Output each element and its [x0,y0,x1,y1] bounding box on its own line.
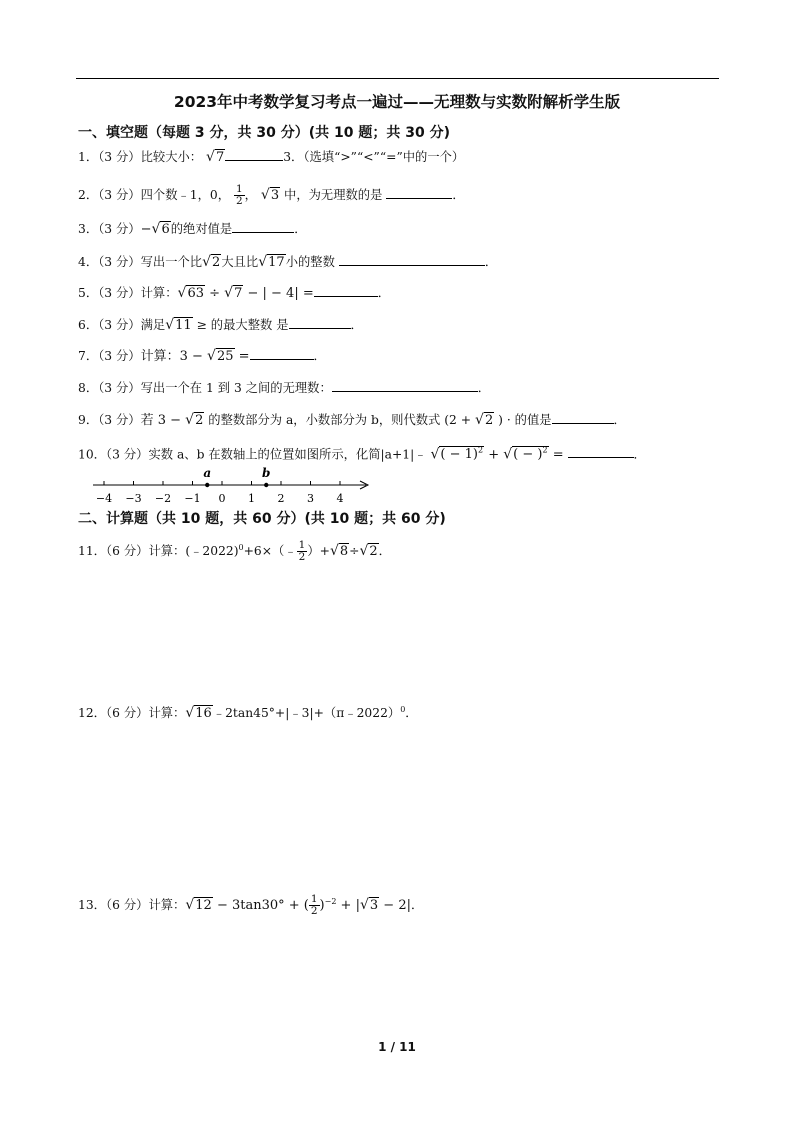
question-5: 5．（3 分）计算：√63 ÷ √7 − | − 4| = ． [78,283,390,304]
sqrt-25: √25 [207,348,234,364]
answer-blank[interactable] [386,185,452,199]
sqrt-63: √63 [177,285,204,301]
sqrt-12: √12 [185,897,212,914]
question-4: 4．（3 分）写出一个比√2大且比√17小的整数 ． [78,252,497,273]
section-fill-in: 一、填空题（每题 3 分，共 30 分）(共 10 题；共 30 分) [78,125,450,141]
answer-blank[interactable] [289,315,351,329]
question-6: 6．（3 分）满足√11 ≥ 的最大整数 是 ． [78,315,363,336]
answer-blank[interactable] [339,252,485,266]
sqrt-2: √2 [475,412,494,428]
sqrt-expression-2: √( − )$^2$ [503,446,548,463]
section-calculation: 二、计算题（共 10 题，共 60 分）(共 10 题；共 60 分) [78,511,446,527]
answer-blank[interactable] [232,219,294,233]
number-line-tick-label: −4 [95,492,113,505]
number-line-point-a [205,483,209,487]
sqrt-11: √11 [165,317,192,333]
answer-blank[interactable] [314,283,378,297]
question-11: 11．（6 分）计算：(﹣2022)$^0$+6×（﹣ $\frac{1}{2}$ ）+√8÷√2． [78,539,391,564]
question-13: 13．（6 分）计算：√12 − 3tan30° + ( $\frac{1}{2}$ )$^{-2}$ + |√3 − 2|． [78,893,424,918]
sqrt-2: √2 [202,254,221,270]
number-line-tick-label: −2 [154,492,172,505]
page-number: 1 / 11 [378,1040,416,1054]
fraction-one-half: $\frac{1}{2}$ [235,183,243,207]
sqrt-17: √17 [258,254,285,270]
question-12: 12．（6 分）计算：√16﹣2tan45°+|﹣3|+（π﹣2022）$^0$． [78,700,418,724]
number-line-point-label: b [262,466,271,480]
number-line-point-label: a [203,466,212,480]
answer-blank[interactable] [332,378,478,392]
number-line-tick-label: 4 [336,492,344,505]
sqrt-16: √16 [185,705,212,722]
sqrt-3: √3 [260,187,280,203]
question-7: 7．（3 分）计算：3 − √25 = ． [78,346,326,367]
number-line-tick-label: 3 [307,492,314,505]
answer-blank[interactable] [552,410,614,424]
sqrt-3: √3 [359,897,379,914]
top-rule [76,78,719,79]
answer-blank[interactable] [568,444,634,458]
number-line-tick-label: 1 [248,492,255,505]
sqrt-7: √7 [224,285,243,301]
sqrt-8: √8 [329,543,349,560]
question-10: 10．（3 分）实数 a、b 在数轴上的位置如图所示，化简|a+1|﹣ √( − 1)$^2$ + √( − )$^2$ = ． [78,441,646,465]
question-1: 1．（3 分）比较大小： √7 3．（选填“>”“<”“=”中的一个） [78,147,464,168]
answer-blank[interactable] [250,346,314,360]
number-line-tick-label: 0 [218,492,226,505]
answer-blank[interactable] [225,147,283,161]
sqrt-7: √7 [206,149,225,165]
number-line-tick-label: 2 [277,492,285,505]
sqrt-expression-1: √( − 1)$^2$ [430,446,484,463]
fraction-one-half: $\frac{1}{2}$ [310,893,318,918]
fraction-one-half: $\frac{1}{2}$ [298,539,306,564]
question-8: 8．（3 分）写出一个在 1 到 3 之间的无理数： ． [78,378,490,398]
question-2: 2．（3 分）四个数﹣1，0， $\frac{1}{2}$ ， √3 中，为无理数的是 ． [78,183,465,207]
number-line-tick-label: −1 [184,492,201,505]
number-line-point-b [264,483,268,487]
question-3: 3．（3 分）−√6的绝对值是 ． [78,219,307,240]
document-title: 2023年中考数学复习考点一遍过——无理数与实数附解析学生版 [173,93,621,111]
number-line-figure [88,466,378,506]
question-9: 9．（3 分）若 3 − √2 的整数部分为 a，小数部分为 b，则代数式 (2 + √2 ) · 的值是 ． [78,410,626,431]
sqrt-2: √2 [359,543,378,560]
number-line-tick-label: −3 [125,492,142,505]
sqrt-2: √2 [185,412,204,428]
sqrt-6: √6 [151,221,170,237]
